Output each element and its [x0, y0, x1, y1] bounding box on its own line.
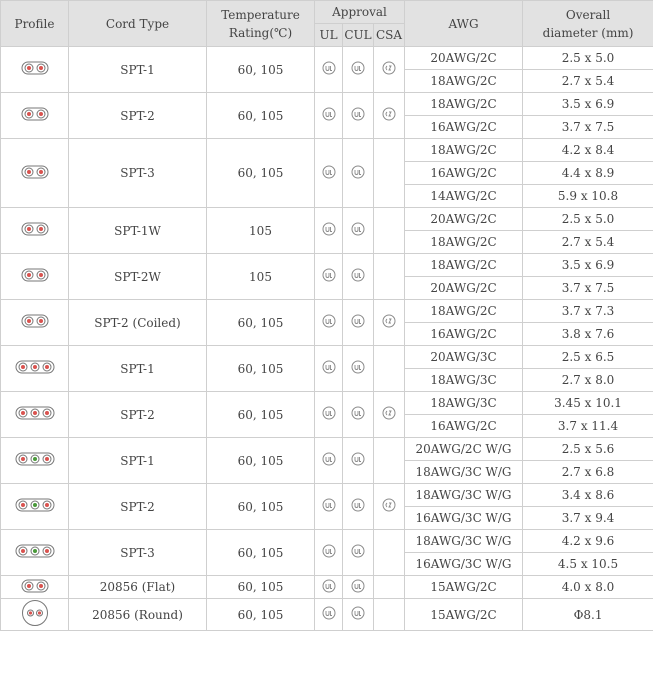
csa-approval-cell: [374, 93, 405, 139]
awg-cell: 18AWG/2C: [405, 93, 523, 116]
cul-mark-icon: [351, 452, 365, 469]
awg-cell: 16AWG/2C: [405, 323, 523, 346]
diameter-cell: 3.8 x 7.6: [523, 323, 653, 346]
table-row: [1, 599, 653, 631]
csa-approval-cell: [374, 139, 405, 208]
cul-approval-cell: [343, 576, 374, 599]
cord-type-cell: SPT-2: [69, 93, 207, 139]
flat-cord-profile-icon: [21, 267, 49, 286]
csa-approval-cell: [374, 392, 405, 438]
profile-cell: [1, 599, 69, 631]
awg-cell: 16AWG/2C: [405, 415, 523, 438]
cul-approval-cell: [343, 208, 374, 254]
table-row: [1, 208, 653, 231]
csa-approval-cell: [374, 599, 405, 631]
round-cord-profile-icon: [21, 599, 49, 630]
temp-header-line2: Rating(℃): [228, 25, 293, 40]
diameter-cell: Φ8.1: [523, 599, 653, 631]
table-row: [1, 392, 653, 415]
awg-cell: 18AWG/3C: [405, 369, 523, 392]
profile-cell: [1, 300, 69, 346]
flat-cord-profile-icon: [21, 60, 49, 79]
temperature-cell: 60, 105: [207, 530, 315, 576]
awg-cell: 18AWG/3C W/G: [405, 484, 523, 507]
cul-mark-icon: [351, 314, 365, 331]
profile-cell: [1, 254, 69, 300]
cul-mark-icon: [351, 222, 365, 239]
ul-mark-icon: [322, 360, 336, 377]
cul-mark-icon: [351, 406, 365, 423]
ul-mark-icon: [322, 606, 336, 623]
awg-cell: 20AWG/3C: [405, 346, 523, 369]
ul-mark-icon: [322, 222, 336, 239]
ul-approval-cell: [315, 346, 343, 392]
csa-approval-cell: [374, 300, 405, 346]
col-header-csa: CSA: [374, 24, 405, 47]
diameter-cell: 3.7 x 7.3: [523, 300, 653, 323]
csa-approval-cell: [374, 484, 405, 530]
diameter-cell: 2.7 x 5.4: [523, 70, 653, 93]
ul-mark-icon: [322, 61, 336, 78]
ul-mark-icon: [322, 452, 336, 469]
flat-cord-profile-icon: [15, 359, 55, 378]
diameter-cell: 4.5 x 10.5: [523, 553, 653, 576]
ul-approval-cell: [315, 93, 343, 139]
cul-mark-icon: [351, 268, 365, 285]
profile-cell: [1, 438, 69, 484]
profile-cell: [1, 208, 69, 254]
diam-header-line1: Overall: [565, 7, 611, 22]
temperature-cell: 60, 105: [207, 392, 315, 438]
flat-cord-profile-icon: [15, 497, 55, 516]
ul-mark-icon: [322, 498, 336, 515]
cord-type-cell: SPT-3: [69, 139, 207, 208]
diameter-cell: 4.4 x 8.9: [523, 162, 653, 185]
awg-cell: 16AWG/3C W/G: [405, 507, 523, 530]
table-body: [1, 47, 653, 631]
temperature-cell: 60, 105: [207, 300, 315, 346]
cul-approval-cell: [343, 300, 374, 346]
awg-cell: 18AWG/2C: [405, 139, 523, 162]
flat-cord-profile-icon: [21, 578, 49, 597]
cord-type-cell: SPT-1W: [69, 208, 207, 254]
table-row: [1, 484, 653, 507]
table-row: [1, 346, 653, 369]
ul-mark-icon: [322, 314, 336, 331]
table-row: [1, 254, 653, 277]
ul-mark-icon: [322, 544, 336, 561]
cord-type-cell: SPT-2W: [69, 254, 207, 300]
col-header-diameter: [523, 1, 653, 47]
awg-cell: 18AWG/3C W/G: [405, 530, 523, 553]
ul-mark-icon: [322, 165, 336, 182]
temperature-cell: 60, 105: [207, 576, 315, 599]
diameter-cell: 2.7 x 5.4: [523, 231, 653, 254]
csa-approval-cell: [374, 576, 405, 599]
ul-approval-cell: [315, 254, 343, 300]
awg-cell: 20AWG/2C: [405, 47, 523, 70]
ul-mark-icon: [322, 107, 336, 124]
cul-mark-icon: [351, 498, 365, 515]
ul-approval-cell: [315, 208, 343, 254]
diameter-cell: 2.7 x 6.8: [523, 461, 653, 484]
table-row: [1, 47, 653, 70]
awg-cell: 20AWG/2C: [405, 277, 523, 300]
awg-cell: 18AWG/2C: [405, 300, 523, 323]
awg-cell: 14AWG/2C: [405, 185, 523, 208]
profile-cell: [1, 93, 69, 139]
diameter-cell: 2.5 x 5.0: [523, 47, 653, 70]
table-row: [1, 576, 653, 599]
cul-approval-cell: [343, 47, 374, 93]
temperature-cell: 60, 105: [207, 47, 315, 93]
cul-approval-cell: [343, 484, 374, 530]
table-row: [1, 530, 653, 553]
cord-type-cell: 20856 (Round): [69, 599, 207, 631]
flat-cord-profile-icon: [15, 451, 55, 470]
ul-approval-cell: [315, 438, 343, 484]
cul-approval-cell: [343, 599, 374, 631]
profile-cell: [1, 139, 69, 208]
csa-mark-icon: [382, 314, 396, 331]
diameter-cell: 3.7 x 7.5: [523, 116, 653, 139]
flat-cord-profile-icon: [21, 313, 49, 332]
csa-approval-cell: [374, 47, 405, 93]
ul-approval-cell: [315, 139, 343, 208]
diameter-cell: 2.5 x 5.0: [523, 208, 653, 231]
cord-type-cell: SPT-1: [69, 346, 207, 392]
profile-cell: [1, 484, 69, 530]
cord-type-cell: SPT-2: [69, 484, 207, 530]
temperature-cell: 60, 105: [207, 139, 315, 208]
cul-approval-cell: [343, 530, 374, 576]
awg-cell: 15AWG/2C: [405, 576, 523, 599]
csa-mark-icon: [382, 107, 396, 124]
cul-approval-cell: [343, 254, 374, 300]
diameter-cell: 4.2 x 9.6: [523, 530, 653, 553]
cord-type-cell: 20856 (Flat): [69, 576, 207, 599]
table-row: [1, 93, 653, 116]
col-header-cul: CUL: [343, 24, 374, 47]
cul-mark-icon: [351, 165, 365, 182]
csa-approval-cell: [374, 346, 405, 392]
diameter-cell: 2.5 x 5.6: [523, 438, 653, 461]
flat-cord-profile-icon: [15, 405, 55, 424]
csa-mark-icon: [382, 61, 396, 78]
cul-approval-cell: [343, 392, 374, 438]
col-header-temperature: [207, 1, 315, 47]
profile-cell: [1, 346, 69, 392]
cul-mark-icon: [351, 61, 365, 78]
diameter-cell: 3.7 x 11.4: [523, 415, 653, 438]
temperature-cell: 60, 105: [207, 599, 315, 631]
ul-approval-cell: [315, 484, 343, 530]
ul-approval-cell: [315, 599, 343, 631]
cord-type-cell: SPT-2: [69, 392, 207, 438]
csa-approval-cell: [374, 254, 405, 300]
temperature-cell: 60, 105: [207, 93, 315, 139]
awg-cell: 18AWG/2C: [405, 254, 523, 277]
cul-mark-icon: [351, 360, 365, 377]
awg-cell: 16AWG/2C: [405, 116, 523, 139]
diameter-cell: 3.5 x 6.9: [523, 93, 653, 116]
col-header-profile: Profile: [1, 1, 69, 47]
cul-mark-icon: [351, 544, 365, 561]
flat-cord-profile-icon: [15, 543, 55, 562]
cord-type-cell: SPT-2 (Coiled): [69, 300, 207, 346]
cul-approval-cell: [343, 346, 374, 392]
ul-approval-cell: [315, 47, 343, 93]
table-row: [1, 438, 653, 461]
table-row: [1, 300, 653, 323]
temperature-cell: 105: [207, 208, 315, 254]
cord-type-cell: SPT-1: [69, 438, 207, 484]
cul-approval-cell: [343, 139, 374, 208]
cul-approval-cell: [343, 438, 374, 484]
diameter-cell: 4.0 x 8.0: [523, 576, 653, 599]
temp-header-line1: Temperature: [221, 7, 300, 22]
cul-approval-cell: [343, 93, 374, 139]
diameter-cell: 3.7 x 7.5: [523, 277, 653, 300]
flat-cord-profile-icon: [21, 164, 49, 183]
profile-cell: [1, 47, 69, 93]
profile-cell: [1, 576, 69, 599]
diameter-cell: 4.2 x 8.4: [523, 139, 653, 162]
profile-cell: [1, 530, 69, 576]
csa-mark-icon: [382, 406, 396, 423]
ul-approval-cell: [315, 576, 343, 599]
awg-cell: 20AWG/2C: [405, 208, 523, 231]
cul-mark-icon: [351, 606, 365, 623]
cul-mark-icon: [351, 107, 365, 124]
csa-approval-cell: [374, 530, 405, 576]
temperature-cell: 60, 105: [207, 346, 315, 392]
diameter-cell: 3.7 x 9.4: [523, 507, 653, 530]
temperature-cell: 105: [207, 254, 315, 300]
ul-approval-cell: [315, 300, 343, 346]
temperature-cell: 60, 105: [207, 438, 315, 484]
col-header-ul: UL: [315, 24, 343, 47]
diameter-cell: 3.4 x 8.6: [523, 484, 653, 507]
flat-cord-profile-icon: [21, 221, 49, 240]
ul-approval-cell: [315, 530, 343, 576]
table-row: [1, 139, 653, 162]
awg-cell: 20AWG/2C W/G: [405, 438, 523, 461]
profile-cell: [1, 392, 69, 438]
csa-approval-cell: [374, 208, 405, 254]
temperature-cell: 60, 105: [207, 484, 315, 530]
diam-header-line2: diameter (mm): [542, 25, 634, 40]
cord-type-cell: SPT-1: [69, 47, 207, 93]
awg-cell: 18AWG/3C: [405, 392, 523, 415]
diameter-cell: 3.5 x 6.9: [523, 254, 653, 277]
awg-cell: 16AWG/2C: [405, 162, 523, 185]
ul-mark-icon: [322, 268, 336, 285]
diameter-cell: 3.45 x 10.1: [523, 392, 653, 415]
col-header-approval: Approval: [315, 1, 405, 24]
ul-mark-icon: [322, 406, 336, 423]
col-header-cord-type: Cord Type: [69, 1, 207, 47]
csa-approval-cell: [374, 438, 405, 484]
csa-mark-icon: [382, 498, 396, 515]
awg-cell: 18AWG/2C: [405, 231, 523, 254]
cul-mark-icon: [351, 579, 365, 596]
flat-cord-profile-icon: [21, 106, 49, 125]
awg-cell: 18AWG/2C: [405, 70, 523, 93]
diameter-cell: 5.9 x 10.8: [523, 185, 653, 208]
awg-cell: 15AWG/2C: [405, 599, 523, 631]
ul-approval-cell: [315, 392, 343, 438]
awg-cell: 16AWG/3C W/G: [405, 553, 523, 576]
diameter-cell: 2.5 x 6.5: [523, 346, 653, 369]
cord-type-cell: SPT-3: [69, 530, 207, 576]
diameter-cell: 2.7 x 8.0: [523, 369, 653, 392]
awg-cell: 18AWG/3C W/G: [405, 461, 523, 484]
ul-mark-icon: [322, 579, 336, 596]
col-header-awg: AWG: [405, 1, 523, 47]
